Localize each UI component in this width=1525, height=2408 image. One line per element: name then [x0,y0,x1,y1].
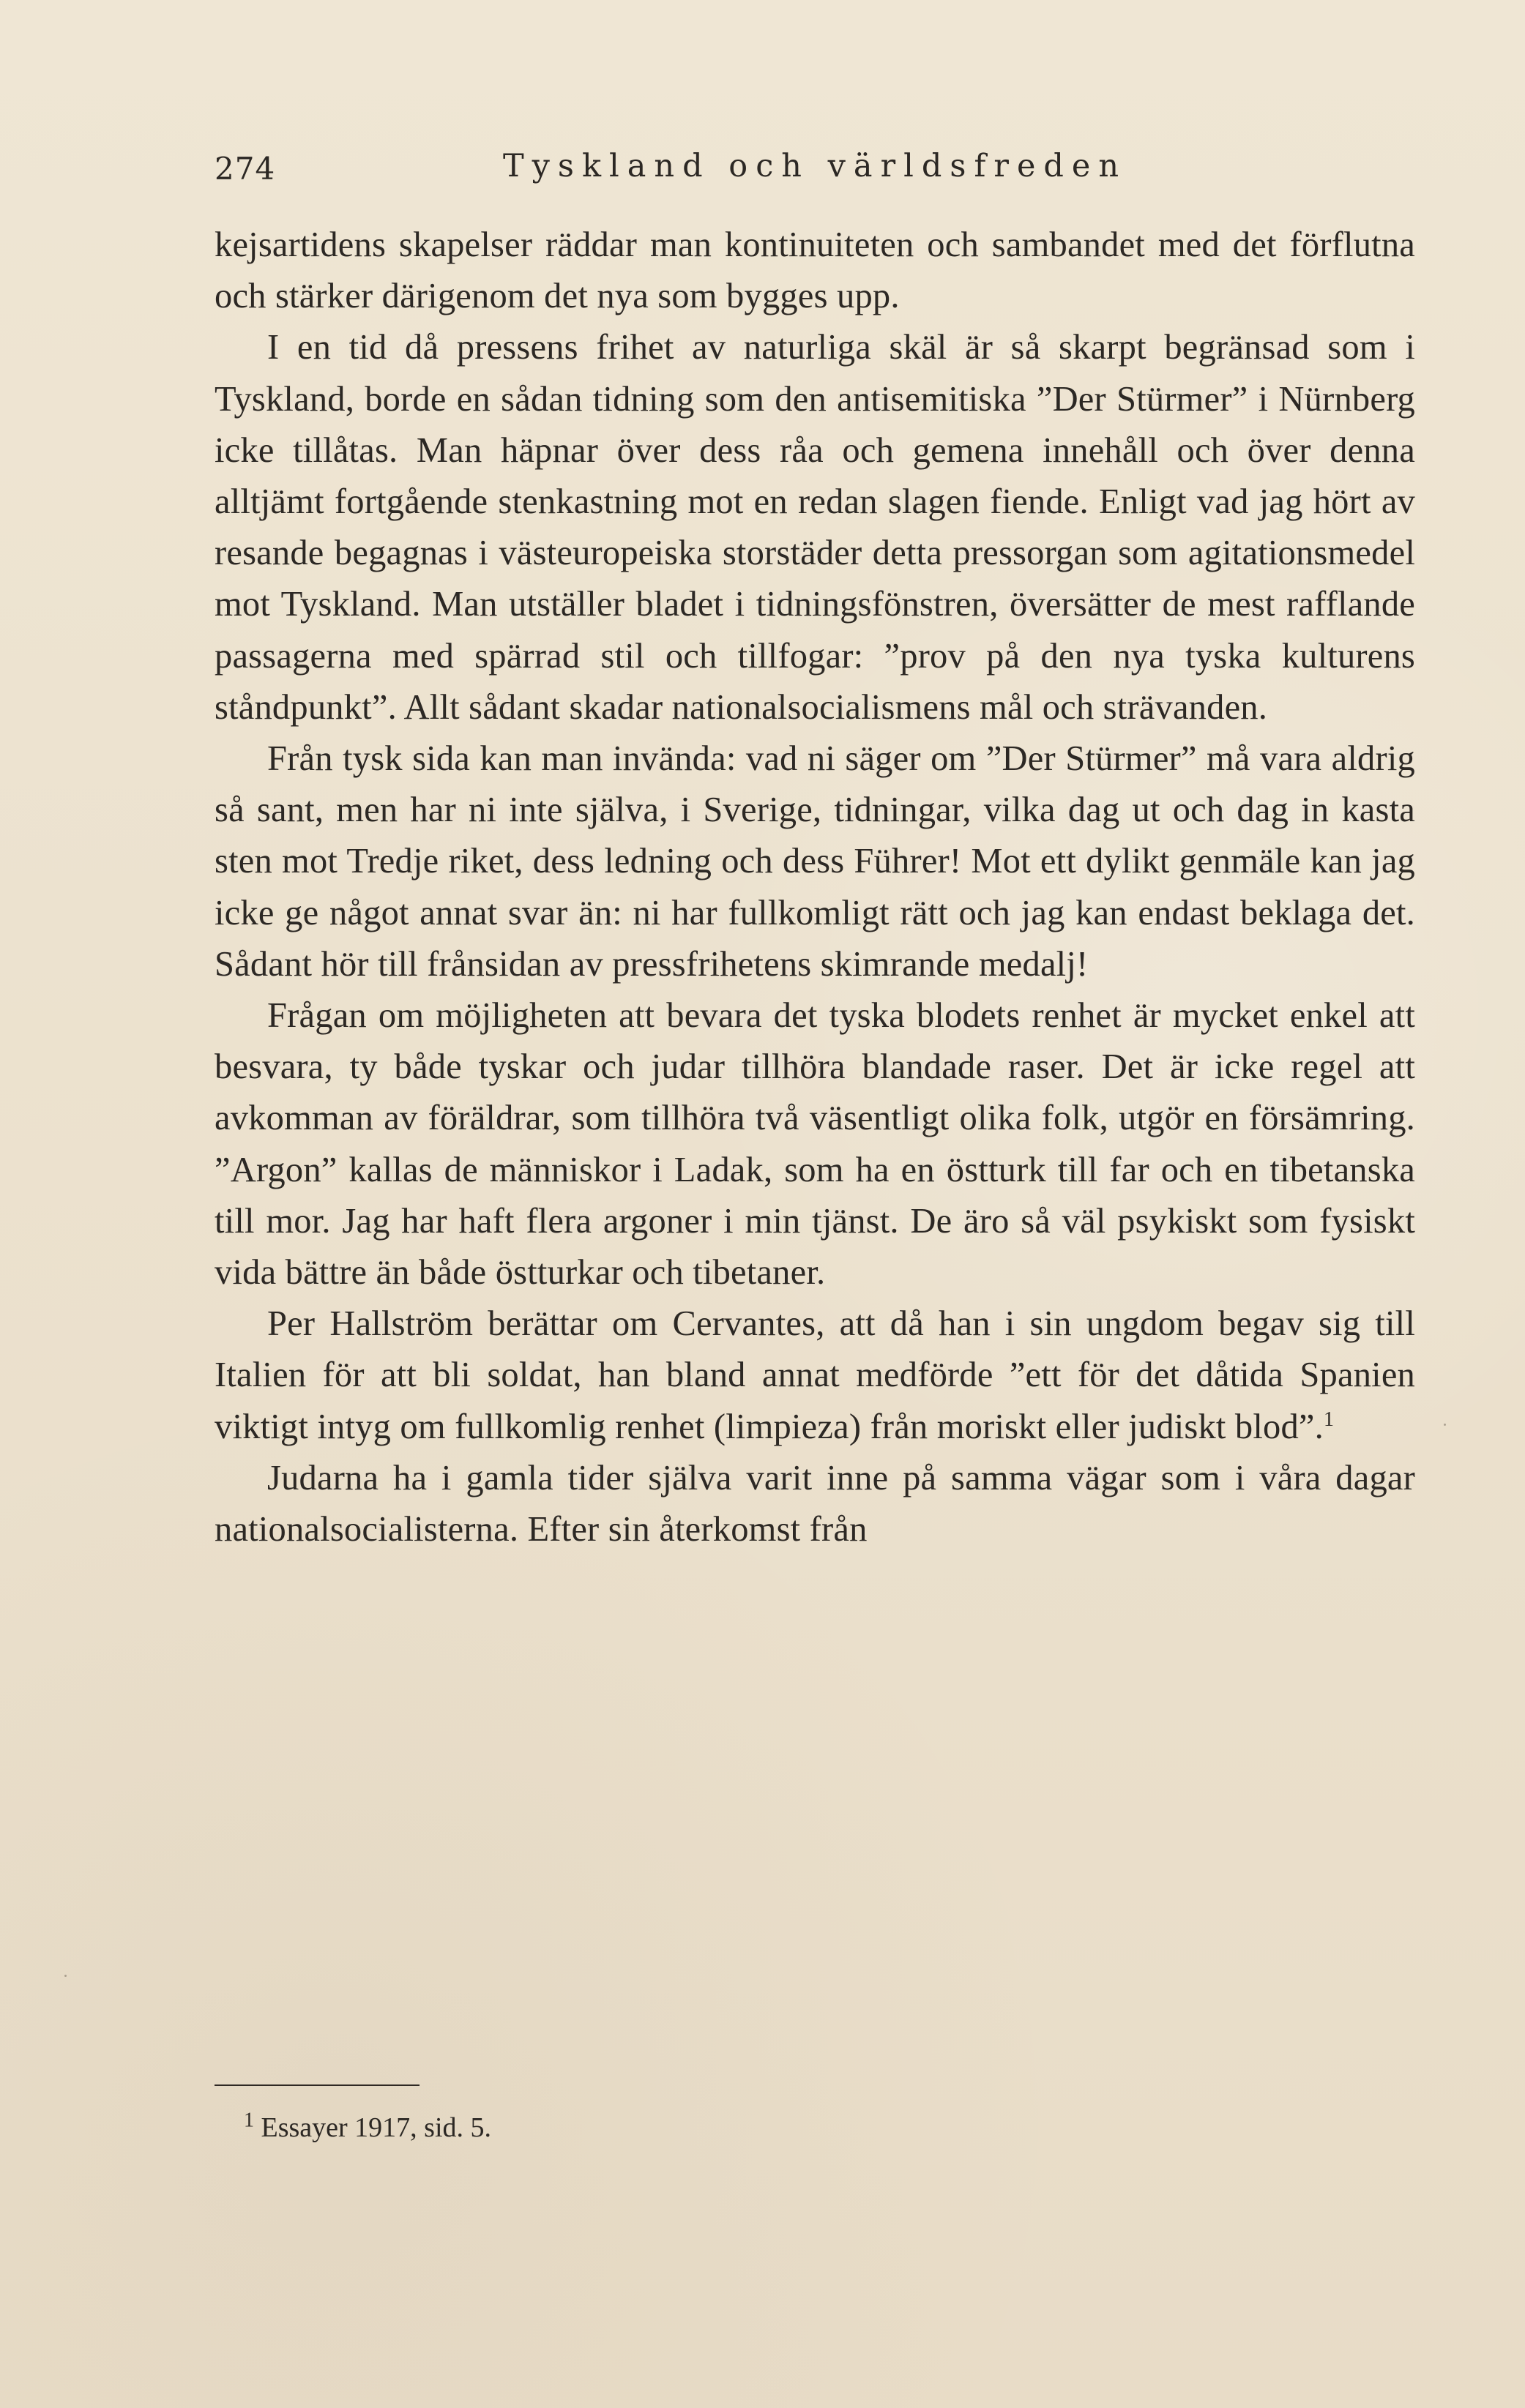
paragraph-1: kejsartidens skapelser räddar man kontinuiteten och sambandet med det förflutna och stärker därigenom det nya som bygges upp. [215,225,1415,316]
footnote [215,2109,873,2145]
paragraph-5-text: Per Hallström berättar om Cervantes, att då han i sin ungdom begav sig till Italien för att bli soldat, han bland annat medförde ”ett för det dåtida Spanien viktigt intyg om fullkomlig renhet (limpieza) från moriskt eller judiskt blod”. [215,1304,1415,1446]
paper-speck [1444,1424,1446,1426]
page-header [215,146,1415,205]
footnote-divider [215,2084,420,2086]
paragraph-6: Judarna ha i gamla tider själva varit inne på samma vägar som i våra dagar nationalsocialisterna. Efter sin återkomst från [215,1458,1415,1549]
paragraph-3: Från tysk sida kan man invända: vad ni säger om ”Der Stürmer” må vara aldrig så sant, men har ni inte själva, i Sverige, tidningar, vilka dag ut och dag in kasta sten mot Tredje riket, dess ledning och dess Führer! Mot ett dylikt genmäle kan jag icke ge något annat svar än: ni har fullkomligt rätt och jag kan endast beklaga det. Sådant hör till frånsidan av pressfrihetens skimrande medalj! [215,739,1415,984]
page-body [215,220,1415,1555]
footnote-reference: 1 [1323,1407,1335,1431]
paragraph-4: Frågan om möjligheten att bevara det tyska blodets renhet är mycket enkel att besvara, ty både tyskar och judar tillhöra blandade raser. Det är icke regel att avkomman av föräldrar, som tillhöra två väsentligt olika folk, utgör en försämring. ”Argon” kallas de människor i Ladak, som ha en östturk till far och en tibetanska till mor. Jag har haft flera argoner i min tjänst. De äro så väl psykiskt som fysiskt vida bättre än både östturkar och tibetaner. [215,996,1415,1293]
paragraph-5 [215,1298,1415,1453]
paragraph-2: I en tid då pressens frihet av naturliga skäl är så skarpt begränsad som i Tyskland, borde en sådan tidning som den antisemitiska ”Der Stürmer” i Nürnberg icke tillåtas. Man häpnar över dess råa och gemena innehåll och över denna alltjämt fortgående stenkastning mot en redan slagen fiende. Enligt vad jag hört av resande begagnas i västeuropeiska storstäder detta pressorgan som agitationsmedel mot Tyskland. Man utställer bladet i tidningsfönstren, översätter de mest rafflande passagerna med spärrad stil och tillfogar: ”prov på den nya tyska kulturens ståndpunkt”. Allt sådant skadar nationalsocialismens mål och strävanden. [215,328,1415,727]
running-title: Tyskland och världsfreden [502,148,1127,184]
paper-speck [64,1975,67,1977]
footnote-text: Essayer 1917, sid. 5. [261,2112,492,2143]
page-number: 274 [215,151,276,187]
footnote-marker: 1 [244,2109,254,2132]
